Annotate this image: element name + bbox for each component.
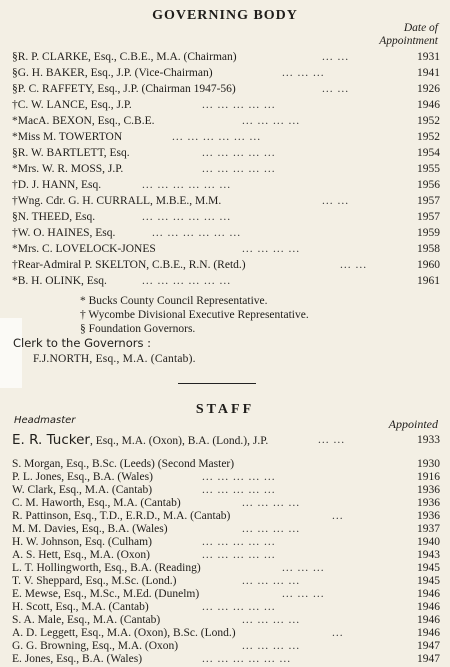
governor-row <box>12 258 440 273</box>
leader-dots: ... ... ... ... <box>242 640 301 652</box>
appointment-year: 1933 <box>417 434 440 446</box>
appointment-year: 1931 <box>417 51 440 63</box>
staff-name: W. Clark, Esq., M.A. (Cantab) <box>12 484 153 496</box>
leader-dots: ... ... ... ... <box>242 243 301 255</box>
staff-name: S. Morgan, Esq., B.Sc. (Leeds) (Second Master) <box>12 458 235 470</box>
staff-name: G. G. Browning, Esq., M.A. (Oxon) <box>12 640 179 652</box>
governor-row <box>12 242 440 257</box>
governor-name: †Wng. Cdr. G. H. CURRALL, M.B.E., M.M. <box>12 195 222 207</box>
appointment-year: 1945 <box>417 575 440 587</box>
appointment-year: 1947 <box>417 640 440 652</box>
staff-name: P. L. Jones, Esq., B.A. (Wales) <box>12 471 153 483</box>
appointment-year: 1961 <box>417 275 440 287</box>
staff-name: H. W. Johnson, Esq. (Culham) <box>12 536 152 548</box>
leader-dots: ... ... <box>322 195 350 207</box>
leader-dots: ... ... ... ... <box>242 575 301 587</box>
governor-row <box>12 226 440 241</box>
staff-name: L. T. Hollingworth, Esq., B.A. (Reading) <box>12 562 201 574</box>
date-of-appointment-header <box>379 22 438 48</box>
governor-name: *Miss M. TOWERTON <box>12 131 123 143</box>
appointment-year: 1926 <box>417 83 440 95</box>
staff-name: E. Mewse, Esq., M.Sc., M.Ed. (Dunelm) <box>12 588 200 600</box>
appointment-year: 1940 <box>417 536 440 548</box>
governor-name: §N. THEED, Esq. <box>12 211 96 223</box>
leader-dots: ... ... ... ... ... <box>202 147 276 159</box>
leader-dots: ... ... ... ... <box>242 614 301 626</box>
appointment-year: 1952 <box>417 115 440 127</box>
leader-dots: ... ... ... ... ... <box>202 549 276 561</box>
appointment-year: 1960 <box>417 259 440 271</box>
staff-name: C. M. Haworth, Esq., M.A. (Cantab) <box>12 497 181 509</box>
staff-name: A. D. Leggett, Esq., M.A. (Oxon), B.Sc. (Lond.) <box>12 627 236 639</box>
staff-name: E. Jones, Esq., B.A. (Wales) <box>12 653 143 665</box>
footnote-divisional-executive: † Wycombe Divisional Executive Representative. <box>80 309 309 321</box>
appointment-year: 1916 <box>417 471 440 483</box>
governor-row <box>12 162 440 177</box>
governor-row <box>12 274 440 289</box>
leader-dots: ... ... ... ... ... ... <box>172 131 262 143</box>
appointment-year: 1947 <box>417 653 440 665</box>
leader-dots: ... ... ... ... <box>242 115 301 127</box>
footnote-foundation-governors: § Foundation Governors. <box>80 323 196 335</box>
governor-name: §R. W. BARTLETT, Esq. <box>12 147 130 159</box>
leader-dots: ... ... ... ... ... ... <box>142 179 232 191</box>
governor-name: §R. P. CLARKE, Esq., C.B.E., M.A. (Chairman) <box>12 51 237 63</box>
governor-row <box>12 210 440 225</box>
governor-name: †Rear-Admiral P. SKELTON, C.B.E., R.N. (Retd.) <box>12 259 246 271</box>
governing-body-heading: GOVERNING BODY <box>152 8 298 23</box>
staff-heading: STAFF <box>195 402 255 417</box>
appointment-year: 1946 <box>417 99 440 111</box>
date-of-appointment-line2: Appointment <box>379 35 438 47</box>
leader-dots: ... ... <box>318 434 346 446</box>
appointment-year: 1956 <box>417 179 440 191</box>
leader-dots: ... <box>332 510 344 522</box>
staff-name: A. S. Hett, Esq., M.A. (Oxon) <box>12 549 150 561</box>
appointment-year: 1957 <box>417 211 440 223</box>
appointment-year: 1957 <box>417 195 440 207</box>
leader-dots: ... ... ... ... ... <box>202 536 276 548</box>
appointment-year: 1941 <box>417 67 440 79</box>
appointment-year: 1936 <box>417 510 440 522</box>
staff-name: M. M. Davies, Esq., B.A. (Wales) <box>12 523 168 535</box>
staff-name: H. Scott, Esq., M.A. (Cantab) <box>12 601 149 613</box>
appointment-year: 1946 <box>417 614 440 626</box>
leader-dots: ... ... <box>322 51 350 63</box>
staff-name: S. A. Male, Esq., M.A. (Cantab) <box>12 614 161 626</box>
appointment-year: 1930 <box>417 458 440 470</box>
leader-dots: ... ... ... ... ... ... <box>152 227 242 239</box>
section-divider <box>178 383 256 384</box>
governor-name: *MacA. BEXON, Esq., C.B.E. <box>12 115 155 127</box>
staff-row <box>12 652 440 667</box>
appointment-year: 1936 <box>417 497 440 509</box>
leader-dots: ... ... ... ... ... ... <box>142 275 232 287</box>
appointment-year: 1943 <box>417 549 440 561</box>
clerk-label: Clerk to the Governors : <box>13 336 151 350</box>
leader-dots: ... ... ... ... ... <box>202 163 276 175</box>
appointment-year: 1958 <box>417 243 440 255</box>
staff-name: T. V. Sheppard, Esq., M.Sc. (Lond.) <box>12 575 177 587</box>
governor-row <box>12 114 440 129</box>
appointment-year: 1945 <box>417 562 440 574</box>
governor-name: †W. O. HAINES, Esq. <box>12 227 116 239</box>
appointment-year: 1946 <box>417 588 440 600</box>
leader-dots: ... ... ... ... ... <box>202 484 276 496</box>
governor-name: §G. H. BAKER, Esq., J.P. (Vice-Chairman) <box>12 67 213 79</box>
leader-dots: ... ... ... ... ... ... <box>202 653 292 665</box>
appointment-year: 1952 <box>417 131 440 143</box>
leader-dots: ... ... ... ... <box>242 523 301 535</box>
staff-name: R. Pattinson, Esq., T.D., E.R.D., M.A. (Cantab) <box>12 510 231 522</box>
appointment-year: 1946 <box>417 601 440 613</box>
leader-dots: ... ... ... ... ... <box>202 471 276 483</box>
governor-name: *Mrs. C. LOVELOCK-JONES <box>12 243 156 255</box>
leader-dots: ... ... ... ... ... <box>202 99 276 111</box>
leader-dots: ... ... <box>340 259 368 271</box>
headmaster-label: Headmaster <box>14 415 76 426</box>
leader-dots: ... ... ... <box>282 67 325 79</box>
governor-row <box>12 82 440 97</box>
governor-row <box>12 178 440 193</box>
leader-dots: ... ... ... ... ... ... <box>142 211 232 223</box>
appointment-year: 1954 <box>417 147 440 159</box>
appointed-header: Appointed <box>388 417 438 431</box>
leader-dots: ... ... <box>322 83 350 95</box>
leader-dots: ... ... ... ... <box>242 497 301 509</box>
appointment-year: 1936 <box>417 484 440 496</box>
leader-dots: ... ... ... ... ... <box>202 601 276 613</box>
leader-dots: ... <box>332 627 344 639</box>
appointment-year: 1955 <box>417 163 440 175</box>
headmaster-entry <box>12 432 268 450</box>
leader-dots: ... ... ... <box>282 562 325 574</box>
appointment-year: 1959 <box>417 227 440 239</box>
governor-name: †D. J. HANN, Esq. <box>12 179 102 191</box>
clerk-name: F.J.NORTH, Esq., M.A. (Cantab). <box>33 353 196 365</box>
governor-name: *B. H. OLINK, Esq. <box>12 275 107 287</box>
governor-row <box>12 194 440 209</box>
governor-row <box>12 98 440 113</box>
governor-row <box>12 146 440 161</box>
headmaster-qualifications: , Esq., M.A. (Oxon), B.A. (Lond.), J.P. <box>89 435 269 447</box>
governor-name: †C. W. LANCE, Esq., J.P. <box>12 99 132 111</box>
governor-row <box>12 50 440 65</box>
torn-paper-edge <box>0 318 22 388</box>
headmaster-row <box>12 432 440 449</box>
governor-row <box>12 130 440 145</box>
governor-row <box>12 66 440 81</box>
governor-name: §P. C. RAFFETY, Esq., J.P. (Chairman 1947-56) <box>12 83 236 95</box>
leader-dots: ... ... ... <box>282 588 325 600</box>
footnote-county-council: * Bucks County Council Representative. <box>80 295 268 307</box>
governor-name: *Mrs. W. R. MOSS, J.P. <box>12 163 124 175</box>
date-of-appointment-line1: Date of <box>403 22 438 34</box>
appointment-year: 1937 <box>417 523 440 535</box>
appointment-year: 1946 <box>417 627 440 639</box>
headmaster-name: E. R. Tucker <box>12 432 90 448</box>
